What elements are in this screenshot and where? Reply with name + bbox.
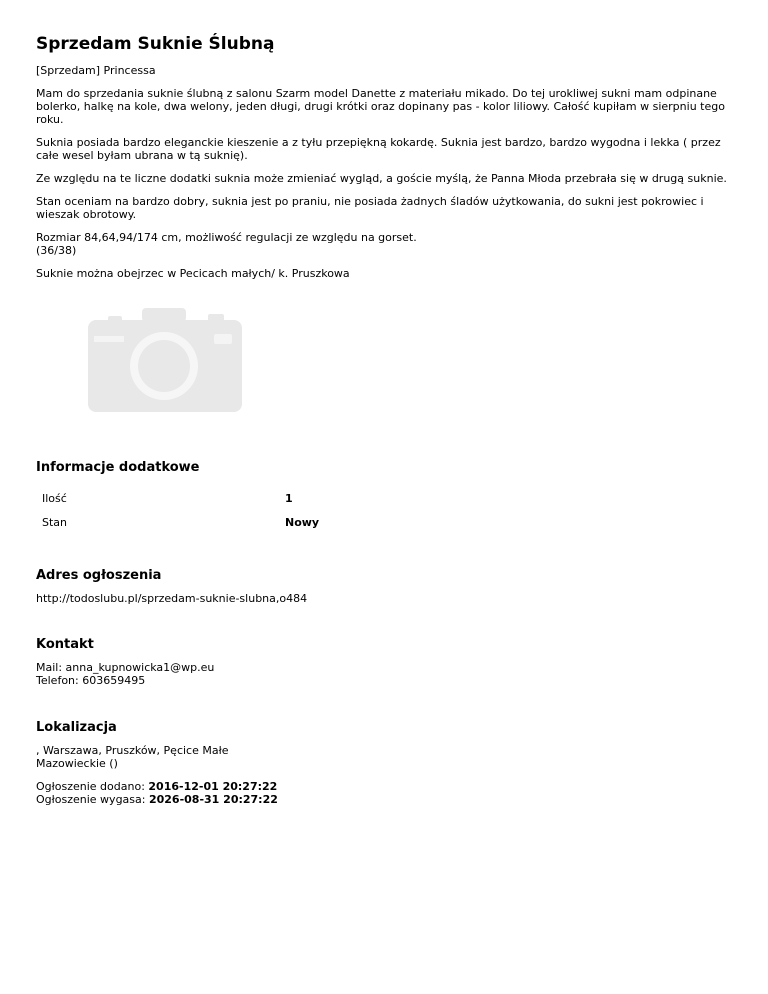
- table-row: [36, 510, 325, 534]
- location-details: [36, 744, 732, 770]
- info-value-condition: Nowy: [285, 516, 320, 529]
- info-label-quantity: Ilość: [42, 492, 67, 505]
- description-size-block: [36, 231, 732, 257]
- date-expires-value: 2026-08-31 20:27:22: [148, 793, 278, 806]
- description-size-line: Rozmiar 84,64,94/174 cm, możliwość regulacji ze względu na gorset.: [36, 231, 417, 244]
- listing-url[interactable]: http://todoslubu.pl/sprzedam-suknie-slubna,o484: [36, 592, 308, 605]
- description-size-alt-line: (36/38): [36, 244, 77, 257]
- info-value-quantity: 1: [285, 492, 293, 505]
- date-expires-row: [36, 793, 732, 806]
- info-label-condition: Stan: [42, 516, 68, 529]
- contact-details: [36, 661, 732, 687]
- description-paragraph-3: Ze względu na te liczne dodatki suknia może zmieniać wygląd, a goście myślą, że Panna Młoda przebrała się w drugą suknie.: [36, 172, 727, 185]
- description-viewing-location: Suknie można obejrzec w Pecicach małych/ k. Pruszkowa: [36, 267, 350, 280]
- contact-mail[interactable]: Mail: anna_kupnowicka1@wp.eu: [36, 661, 215, 674]
- description-paragraph-1: Mam do sprzedania suknie ślubną z salonu Szarm model Danette z materiału mikado. Do tej urokliwej sukni mam odpinane bolerko, halkę na kole, dwa welony, jeden długi, drugi krótki oraz dopinany pas - kolor liliowy. Całość kupiłam w sierpniu tego roku.: [36, 87, 725, 126]
- additional-info-heading: Informacje dodatkowe: [36, 460, 200, 475]
- date-added-value: 2016-12-01 20:27:22: [148, 780, 278, 793]
- date-expires-label: Ogłoszenie wygasa:: [36, 793, 149, 806]
- listing-subtitle: [Sprzedam] Princessa: [36, 64, 156, 77]
- listing-dates: [36, 780, 732, 806]
- date-added-row: [36, 780, 732, 793]
- contact-heading: Kontakt: [36, 637, 94, 652]
- camera-placeholder-icon: [86, 308, 244, 414]
- date-added-label: Ogłoszenie dodano:: [36, 780, 149, 793]
- location-line-2: Mazowieckie (): [36, 757, 118, 770]
- location-heading: Lokalizacja: [36, 720, 117, 735]
- listing-address-heading: Adres ogłoszenia: [36, 568, 162, 583]
- contact-phone[interactable]: Telefon: 603659495: [36, 674, 146, 687]
- additional-info-table: [36, 486, 325, 534]
- description-paragraph-4: Stan oceniam na bardzo dobry, suknia jest po praniu, nie posiada żadnych śladów użytkowania, do sukni jest pokrowiec i wieszak obrotowy.: [36, 195, 704, 221]
- location-line-1: , Warszawa, Pruszków, Pęcice Małe: [36, 744, 229, 757]
- photo-placeholder[interactable]: [86, 308, 244, 414]
- table-row: [36, 486, 325, 510]
- description-paragraph-2: Suknia posiada bardzo eleganckie kieszenie a z tyłu przepiękną kokardę. Suknia jest bardzo, bardzo wygodna i lekka ( przez całe wesel byłam ubrana w tą suknię).: [36, 136, 721, 162]
- page-title: Sprzedam Suknie Ślubną: [36, 34, 275, 54]
